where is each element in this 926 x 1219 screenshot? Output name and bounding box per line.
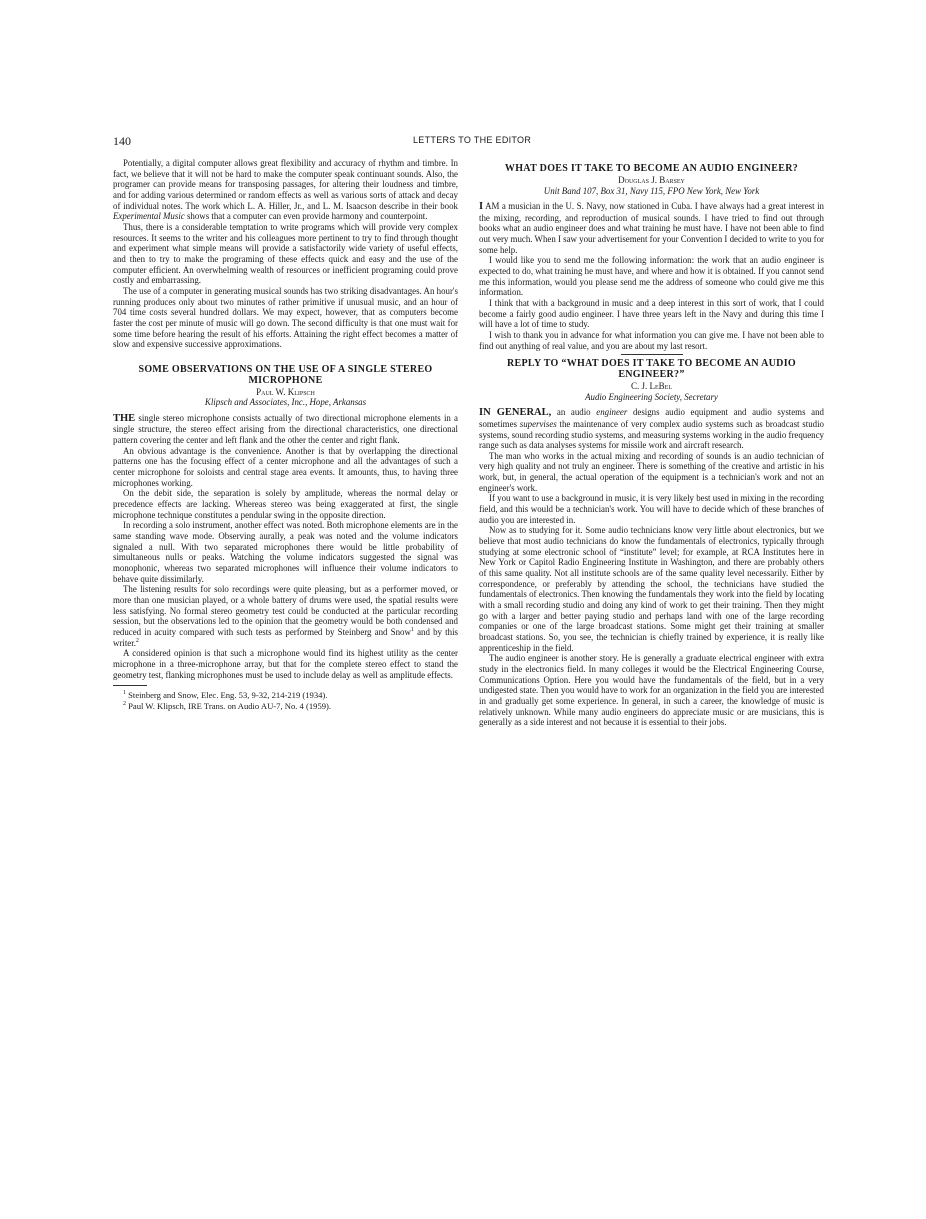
letter-title: WHAT DOES IT TAKE TO BECOME AN AUDIO ENGINEER? (504, 163, 799, 174)
article-author: Paul W. Klipsch (256, 386, 315, 397)
letter-affiliation: Unit Band 107, Box 31, Navy 115, FPO New York, New York (543, 185, 760, 196)
section-divider (621, 354, 683, 355)
reply-paragraph-3: If you want to use a background in music, it is very likely best used in mixing in the recording field, and this would be a technician's work. You will have to decide which of these branches of audio you are interested in. (479, 493, 824, 525)
page-header (113, 134, 828, 150)
page-number: 140 (113, 134, 131, 148)
footnote-2: $^2$ Paul W. Klipsch, IRE Trans. on Audio AU-7, No. 4 (1959). (123, 700, 332, 711)
article-paragraph-4: In recording a solo instrument, another effect was noted. Both microphone elements are in the same standing wave mode. Observing aurally, a peak was noted and the volume indicators signaled a null. With two separated microphones there would be little probability of simultaneous nulls or peaks. Watching the volume indicators suggested the signal was monophonic, whereas two separated microphones will influence their volume indicators to behave quite dissimilarly. (113, 520, 458, 584)
letter-paragraph-1: I AM a musician in the U. S. Navy, now stationed in Cuba. I have always had a great interest in the mixing, recording, and reproduction of musical sounds. I have tried to find out through books what an audio engineer does and what training he must have. I have not been able to find out very much. When I saw your advertisement for your Convention I decided to write to you for some help. (479, 201, 824, 255)
right-column (479, 163, 824, 728)
article-paragraph-1: THE single stereo microphone consists actually of two directional microphone elements in a single structure, the stereo effect arising from the directional characteristics, one directional pattern covering the center and left flank and the other the center and right flank. (113, 412, 458, 446)
reply-title: REPLY TO “WHAT DOES IT TAKE TO BECOME AN AUDIO ENGINEER?” (507, 358, 796, 381)
reply-affiliation: Audio Engineering Society, Secretary (585, 391, 718, 402)
article-affiliation: Klipsch and Associates, Inc., Hope, Arkansas (204, 397, 367, 408)
article-paragraph-2: An obvious advantage is the convenience. Another is that by overlapping the directional patterns one has the focusing effect of a center microphone and all the advantages of such a center microphone for soloists and central stage area events. It amounts, thus, to having three microphones working. (113, 445, 458, 488)
intro-paragraph-1: Potentially, a digital computer allows great flexibility and accuracy of rhythm and timbre. In fact, we believe that it will not be hard to make the computer speak continuant sounds. Also, the programer can provide means for transposing passages, for altering their loudness and timbre, and for adding various determined or random effects as well as various sorts of attack and decay of individual notes. The work which L. A. Hiller, Jr., and L. M. Isaacson describe in their book Experimental Music shows that a computer can even provide harmony and counterpoint. (113, 158, 458, 222)
article-paragraph-6: A considered opinion is that such a microphone would find its highest utility as the center microphone in a three-microphone array, but that for the complete stereo effect to stand the geometry test, flanking microphones must be used to include delay as well as amplitude effects. (113, 648, 458, 680)
left-column (113, 158, 458, 711)
reply-paragraph-4: Now as to studying for it. Some audio technicians know very little about electronics, but we believe that most audio technicians do know the fundamentals of electronics, typically through studying at some electronic school of “institute” level; for example, at RCA Institutes here in New York or Capitol Radio Engineering Institute in Washington, and there are probably others of this same quality. Not all institute schools are of the same quality level necessarily. Either by correspondence, or preferably by attending the school, the technicians have studied the fundamentals of electronics. Then knowing the fundamentals they work into the field by locating with a small recording studio and doing any kind of work to get their training. Then they might go with a larger and better paying studio and perhaps land with one of the large recording companies or one of the large broadcast stations. Some might get their training at smaller broadcast stations. So, you see, the technician is chiefly trained by experience, it is really like apprenticeship in the field. (479, 525, 824, 653)
letter-author: Douglas J. Barsey (618, 175, 685, 185)
footnote-1: $^1$ Steinberg and Snow, Elec. Eng. 53, 9-32, 214-219 (1934). (123, 690, 328, 701)
intro-paragraph-3: The use of a computer in generating musical sounds has two striking disadvantages. An hour's running produces only about two minutes of rather primitive if unusual music, and an hour of 704 time costs several hundred dollars. We may expect, however, that as computers become faster the cost per minute of music will go down. The second difficulty is that one must wait for some time before hearing the result of his efforts. Attaining the right effect becomes a matter of slow and expensive successive approximations. (113, 285, 458, 350)
intro-paragraph-2: Thus, there is a considerable temptation to write programs which will provide very complex resources. It seems to the writer and his colleagues more pertinent to try to find through thought and experiment what simple means will provide a satisfactorily wide variety of useful effects, and then to try to make the programing of these effects quick and easy and the use of the computer efficient. An overwhelming wealth of resources or inefficient programing could prove costly and embarrassing. (113, 221, 458, 286)
article-paragraph-3: On the debit side, the separation is solely by amplitude, whereas the normal delay or precedence effects are lacking. Whereas stereo was being exaggerated at first, the single microphone technique constitutes a pendular swing in the opposite direction. (113, 488, 458, 520)
article-paragraph-5: The listening results for solo recordings were quite pleasing, but as a performer moved, or more than one musician played, or a whole battery of drums were used, the spatial results were less satisfying. No formal stereo geometry test could be conducted at the particular recording session, but the observations led to the opinion that the geometry would be both condensed and reduced in acuity compared with such tests as performed by Steinberg and Snow$^1$ and by this writer.$^2$ (113, 584, 458, 648)
reply-paragraph-5: The audio engineer is another story. He is generally a graduate electrical engineer with extra study in the electronics field. In many colleges it would be the Electrical Engineering Course, Communications Option. Here you would have the fundamentals of the field, but in a very undigested state. Then you would have to work for an organization in the field you are interested in and gradually get some experience. In general, in such a career, the knowledge of music is relatively unknown. While many audio engineers do appreciate music or are musicians, this is generally as a side interest and not because it is essential to their jobs. (479, 653, 824, 728)
reply-author: C. J. LeBel (630, 381, 672, 392)
dropcap: I (479, 201, 484, 212)
book-title: Experimental Music (113, 211, 185, 222)
reply-paragraph-2: The man who works in the actual mixing and recording of sounds is an audio technician of very high quality and not truly an engineer. There is something of the creative and artistic in his work, but, in general, the actual operation of the equipment is a technician's work and not an engineer's work. (479, 450, 824, 493)
letter-paragraph-4: I wish to thank you in advance for what information you can give me. I have not been able to find out anything of real value, and you are about my last resort. (479, 329, 824, 351)
footnote-divider (113, 685, 147, 686)
dropcap: THE (113, 412, 136, 424)
reply-paragraph-1: IN GENERAL, an audio engineer designs audio equipment and audio systems and sometimes supervises the maintenance of very complex audio systems such as broadcast studio systems, sound recording studio systems, and measuring systems working in the audio frequency range such as data analyses systems for missile work and aircraft research. (479, 407, 824, 451)
article-title: SOME OBSERVATIONS ON THE USE OF A SINGLE STEREO MICROPHONE (138, 363, 433, 386)
letter-paragraph-2: I would like you to send me the following information: the work that an audio engineer is expected to do, what training he must have, and where and how it is obtained. If you cannot send me this information, would you please send me the address of someone who could give me this information. (479, 255, 824, 298)
dropcap: IN GENERAL, (479, 407, 552, 419)
letter-paragraph-3: I think that with a background in music and a deep interest in this sort of work, that I could become a fairly good audio engineer. I have three years left in the Navy and during this time I will have a lot of time to study. (479, 297, 824, 330)
running-head: LETTERS TO THE EDITOR (413, 135, 532, 145)
